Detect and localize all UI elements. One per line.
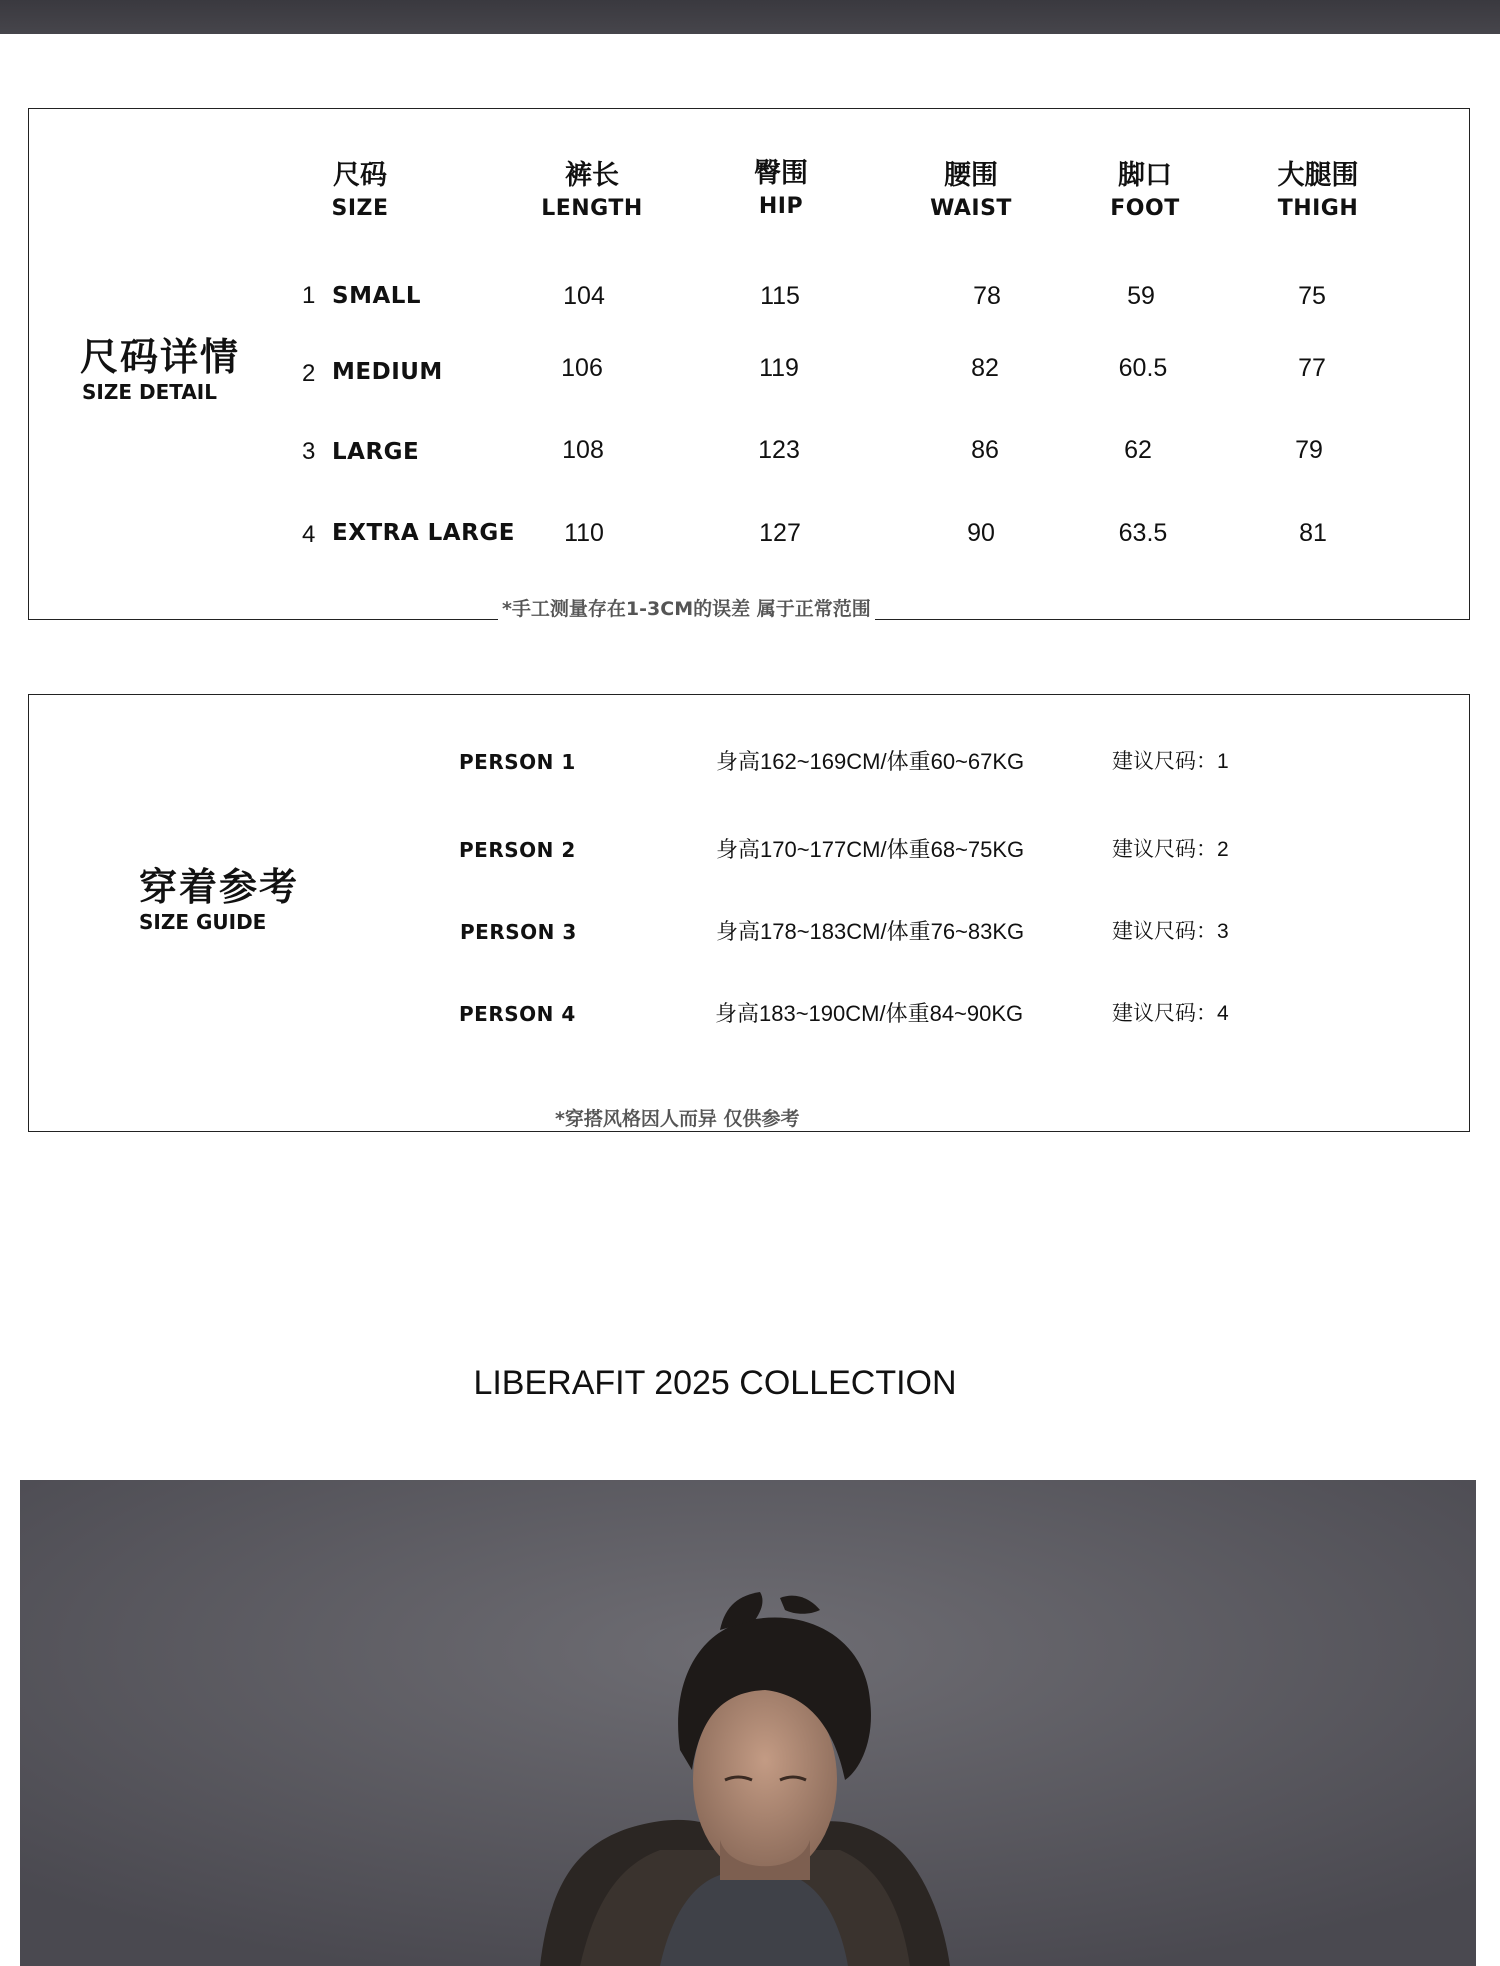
size-number: 4 — [302, 521, 316, 548]
top-photo-strip — [0, 0, 1500, 34]
person-label: PERSON 4 — [459, 1002, 576, 1026]
size-detail-title-en: SIZE DETAIL — [82, 380, 217, 404]
waist-value: 78 — [973, 282, 1001, 310]
column-header-zh: 脚口 — [1118, 160, 1172, 191]
hip-value: 115 — [760, 282, 800, 310]
foot-value: 59 — [1127, 282, 1155, 310]
length-value: 110 — [564, 519, 604, 547]
size-name: EXTRA LARGE — [332, 520, 515, 546]
waist-value: 86 — [971, 436, 999, 464]
hip-value: 127 — [759, 519, 801, 547]
column-header-size — [275, 158, 445, 224]
foot-value: 62 — [1124, 436, 1152, 464]
column-header-zh: 腰围 — [944, 160, 998, 191]
column-header-en: THIGH — [1277, 196, 1359, 221]
size-number: 1 — [302, 282, 316, 309]
recommended-size: 建议尺码：2 — [1112, 838, 1229, 861]
column-header-zh: 臀围 — [754, 158, 808, 189]
size-row — [0, 276, 1500, 316]
column-header-thigh — [1233, 158, 1403, 224]
waist-value: 90 — [967, 519, 995, 547]
guide-row — [0, 832, 1500, 868]
recommended-size: 建议尺码：4 — [1112, 1002, 1229, 1025]
size-row — [0, 513, 1500, 553]
column-header-waist — [886, 158, 1056, 224]
foot-value: 60.5 — [1118, 354, 1168, 382]
measurement-note: *手工测量存在1-3CM的误差 属于正常范围 — [498, 594, 875, 621]
length-value: 104 — [563, 282, 605, 310]
recommended-size: 建议尺码：1 — [1112, 750, 1229, 773]
collection-title: LIBERAFIT 2025 COLLECTION — [473, 1364, 957, 1402]
person-label: PERSON 3 — [460, 920, 577, 944]
size-name: SMALL — [332, 283, 422, 309]
column-header-en: WAIST — [930, 196, 1012, 221]
size-row — [0, 348, 1500, 388]
foot-value: 63.5 — [1118, 519, 1168, 547]
thigh-value: 77 — [1298, 354, 1326, 382]
size-number: 2 — [302, 360, 316, 387]
person-label: PERSON 1 — [459, 750, 576, 774]
recommended-size: 建议尺码：3 — [1112, 920, 1229, 943]
size-name: MEDIUM — [332, 359, 443, 385]
size-number: 3 — [302, 438, 316, 465]
column-header-zh: 尺码 — [333, 160, 387, 191]
length-value: 106 — [561, 354, 603, 382]
height-weight: 身高170~177CM/体重68~75KG — [716, 837, 1025, 862]
size-detail-title-zh: 尺码详情 — [80, 335, 241, 379]
size-guide-title-zh: 穿着参考 — [139, 865, 300, 909]
size-row — [0, 430, 1500, 470]
style-note: *穿搭风格因人而异 仅供参考 — [551, 1104, 804, 1131]
column-header-zh: 大腿围 — [1277, 160, 1359, 191]
model-silhouette — [20, 1480, 1476, 1966]
column-header-foot — [1060, 158, 1230, 224]
column-header-en: HIP — [758, 194, 804, 219]
height-weight: 身高162~169CM/体重60~67KG — [716, 749, 1025, 774]
column-header-zh: 裤长 — [565, 160, 619, 191]
height-weight: 身高178~183CM/体重76~83KG — [716, 919, 1025, 944]
person-label: PERSON 2 — [459, 838, 576, 862]
hip-value: 119 — [759, 354, 799, 382]
thigh-value: 81 — [1299, 519, 1327, 547]
column-header-hip — [696, 156, 866, 222]
guide-row — [0, 744, 1500, 780]
length-value: 108 — [562, 436, 604, 464]
size-guide-title-en: SIZE GUIDE — [139, 910, 267, 934]
column-header-length — [507, 158, 677, 224]
size-name: LARGE — [332, 439, 420, 465]
thigh-value: 75 — [1298, 282, 1326, 310]
column-header-en: LENGTH — [541, 196, 643, 221]
height-weight: 身高183~190CM/体重84~90KG — [715, 1001, 1024, 1026]
hip-value: 123 — [758, 436, 800, 464]
column-header-en: FOOT — [1110, 196, 1180, 221]
model-photo — [20, 1480, 1476, 1966]
thigh-value: 79 — [1295, 436, 1323, 464]
waist-value: 82 — [971, 354, 999, 382]
guide-row — [0, 996, 1500, 1032]
guide-row — [0, 914, 1500, 950]
column-header-en: SIZE — [331, 196, 389, 221]
